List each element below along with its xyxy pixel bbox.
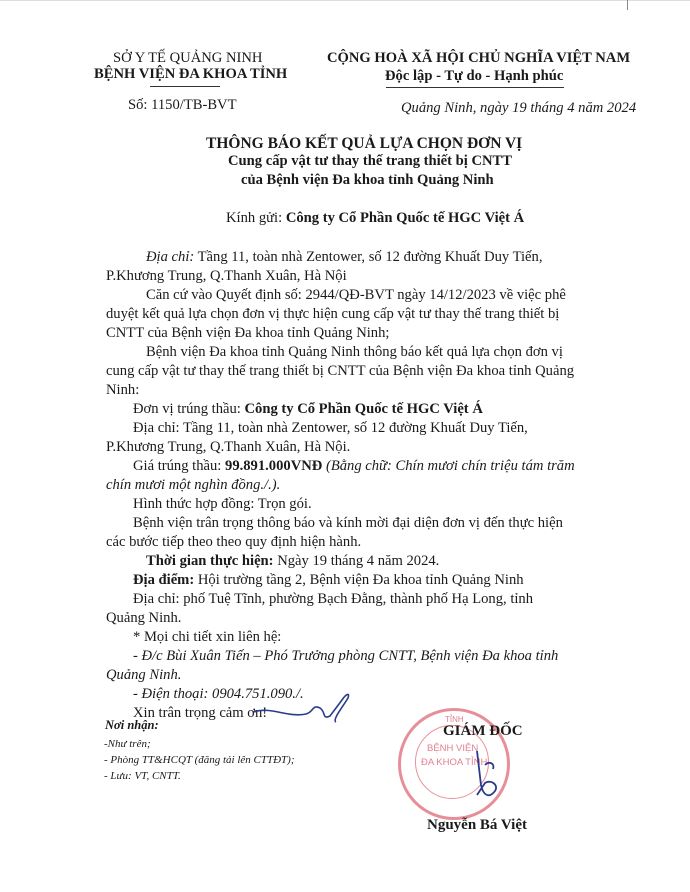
time-line xyxy=(146,553,439,570)
agency-name: SỞ Y TẾ QUẢNG NINH xyxy=(113,50,263,66)
page-corner-mark xyxy=(627,0,628,10)
winner-address-2: P.Khương Trung, Q.Thanh Xuân, Hà Nội. xyxy=(106,439,351,455)
notice-subtitle-2: của Bệnh viện Đa khoa tỉnh Quảng Ninh xyxy=(241,172,494,188)
price-label: Giá trúng thầu: xyxy=(133,458,222,474)
contract-type: Hình thức hợp đồng: Trọn gói. xyxy=(133,496,312,512)
winner-line xyxy=(133,401,483,418)
recipients-title: Nơi nhận: xyxy=(105,718,159,732)
notice-subtitle-1: Cung cấp vật tư thay thế trang thiết bị CNTT xyxy=(228,153,513,169)
document-number: Số: 1150/TB-BVT xyxy=(128,97,237,113)
address-line-2: P.Khương Trung, Q.Thanh Xuân, Hà Nội xyxy=(106,268,347,284)
recipient-item: - Phòng TT&HCQT (đăng tải lên CTTĐT); xyxy=(104,754,295,766)
price-words-2: chín mươi một nghìn đồng./.). xyxy=(106,477,281,493)
hospital-name: BỆNH VIỆN ĐA KHOA TỈNH xyxy=(94,66,288,82)
notice-line-3: Ninh: xyxy=(106,382,140,398)
price-words-1: (Bằng chữ: Chín mươi chín triệu tám trăm xyxy=(325,458,575,474)
winner-name: Công ty Cổ Phần Quốc tế HGC Việt Á xyxy=(244,401,483,417)
recipient-item: -Như trên; xyxy=(104,738,151,750)
notice-title: THÔNG BÁO KẾT QUẢ LỰA CHỌN ĐƠN VỊ xyxy=(206,135,523,152)
winner-address-1: Địa chỉ: Tầng 11, toàn nhà Zentower, số 12 đường Khuất Duy Tiến, xyxy=(133,420,528,436)
basis-line-2: duyệt kết quả lựa chọn đơn vị thực hiện cung cấp vật tư thay thế trang thiết bị xyxy=(106,306,560,322)
place-label: Địa điểm: xyxy=(133,572,195,588)
time-value: Ngày 19 tháng 4 năm 2024. xyxy=(277,553,440,569)
invite-line-1: Bệnh viện trân trọng thông báo và kính mời đại diện đơn vị đến thực hiện xyxy=(133,515,563,531)
place-value: Hội trường tầng 2, Bệnh viện Đa khoa tỉnh Quảng Ninh xyxy=(197,572,524,588)
basis-line-1: Căn cứ vào Quyết định số: 2944/QĐ-BVT ngày 14/12/2023 về việc phê xyxy=(146,287,566,303)
motto-underline xyxy=(386,87,564,88)
stamp-top-text: TỈNH xyxy=(445,715,464,724)
recipient-name: Công ty Cổ Phần Quốc tế HGC Việt Á xyxy=(285,210,525,226)
country-name: CỘNG HOÀ XÃ HỘI CHỦ NGHĨA VIỆT NAM xyxy=(327,50,631,66)
stamp-text-2: ĐA KHOA TỈNH xyxy=(421,757,488,768)
contact-person-1: - Đ/c Bùi Xuân Tiến – Phó Trưởng phòng CNTT, Bệnh viện Đa khoa tỉnh xyxy=(133,648,559,664)
contact-heading: * Mọi chi tiết xin liên hệ: xyxy=(133,629,282,645)
initial-signature xyxy=(250,690,360,730)
notice-line-2: cung cấp vật tư thay thế trang thiết bị CNTT của Bệnh viện Đa khoa tỉnh Quảng xyxy=(106,363,575,379)
thanks-line: Xin trân trọng cảm ơn! xyxy=(133,705,268,721)
price-line xyxy=(133,458,575,475)
page-top-edge xyxy=(0,0,690,1)
director-title: GIÁM ĐỐC xyxy=(443,723,523,739)
director-signature xyxy=(455,745,525,805)
basis-line-3: CNTT của Bệnh viện Đa khoa tỉnh Quảng Ninh; xyxy=(106,325,390,341)
recipient-item: - Lưu: VT, CNTT. xyxy=(104,770,181,782)
address-line-1 xyxy=(146,249,542,266)
price-value: 99.891.000VNĐ xyxy=(225,458,323,474)
invite-line-2: các bước tiếp theo theo quy định hiện hành. xyxy=(106,534,362,550)
contact-person-2: Quảng Ninh. xyxy=(106,667,182,683)
address-label: Địa chỉ: xyxy=(146,249,195,265)
place-line xyxy=(133,572,524,589)
recipient-line xyxy=(226,210,524,227)
national-motto: Độc lập - Tự do - Hạnh phúc xyxy=(385,68,564,84)
notice-line-1: Bệnh viện Đa khoa tỉnh Quảng Ninh thông báo kết quả lựa chọn đơn vị xyxy=(146,344,563,360)
place-address-1: Địa chỉ: phố Tuệ Tĩnh, phường Bạch Đằng, thành phố Hạ Long, tỉnh xyxy=(133,591,534,607)
director-name: Nguyễn Bá Việt xyxy=(427,817,528,833)
stamp-text-1: BỆNH VIỆN xyxy=(427,743,479,754)
contact-phone: - Điện thoại: 0904.751.090./. xyxy=(133,686,304,702)
place-address-2: Quảng Ninh. xyxy=(106,610,182,626)
hospital-underline xyxy=(150,86,220,87)
winner-label: Đơn vị trúng thầu: xyxy=(133,401,241,417)
place-date: Quảng Ninh, ngày 19 tháng 4 năm 2024 xyxy=(401,100,637,116)
time-label: Thời gian thực hiện: xyxy=(146,553,274,569)
recipient-label: Kính gửi: xyxy=(226,210,283,226)
address-text-1: Tầng 11, toàn nhà Zentower, số 12 đường Khuất Duy Tiến, xyxy=(197,249,543,265)
